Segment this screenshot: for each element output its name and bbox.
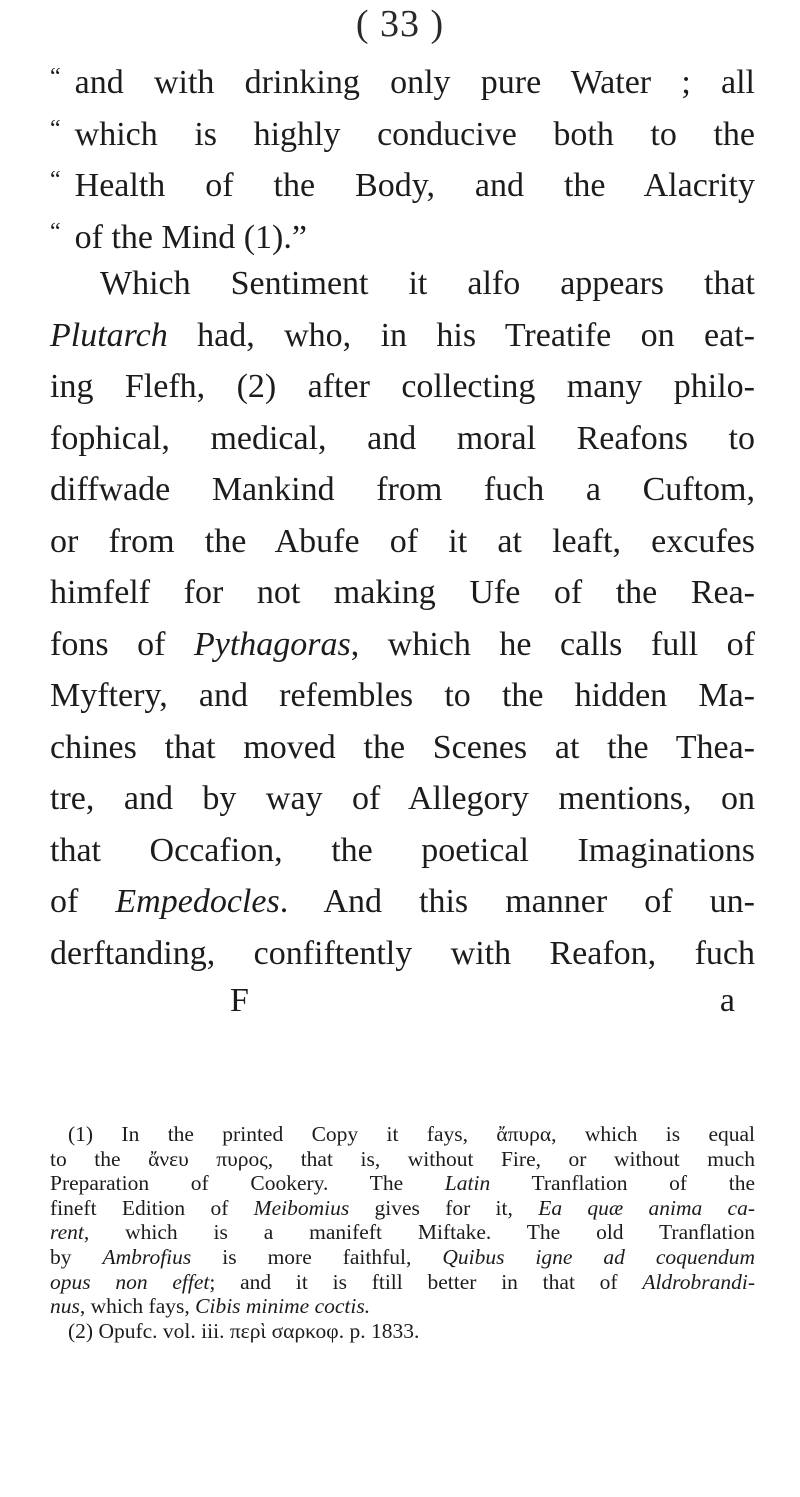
body-line: derftanding, confiftently with Reafon, fuch bbox=[50, 934, 755, 972]
quote-mark: “ bbox=[50, 167, 61, 193]
footnote-line: opus non effet; and it is ftill better in that of Aldrobrandi- bbox=[50, 1269, 756, 1294]
body-line: himfelf for not making Ufe of the Rea- bbox=[50, 574, 755, 611]
catchword-row bbox=[50, 979, 755, 1023]
footnote-line: by Ambrofius is more faithful, Quibus igne ad coquendum bbox=[50, 1244, 756, 1269]
body-line: ing Flefh, (2) after collecting many philo- bbox=[50, 368, 755, 405]
body-line: fons of Pythagoras, which he calls full of bbox=[50, 625, 755, 663]
body-line: “ of the Mind (1).” bbox=[50, 218, 307, 256]
body-line: or from the Abufe of it at leaft, excufes bbox=[50, 522, 755, 560]
body-line: fophical, medical, and moral Reafons to bbox=[50, 419, 755, 457]
footnote-line: rent, which is a manifeft Miftake. The old Tranflation bbox=[50, 1220, 755, 1245]
body-line: “ and with drinking only pure Water ; all bbox=[50, 64, 755, 101]
body-line: Myftery, and refembles to the hidden Ma- bbox=[50, 677, 755, 714]
body-line: Which Sentiment it alfo appears that bbox=[100, 265, 755, 302]
body-line: “ Health of the Body, and the Alacrity bbox=[50, 167, 755, 204]
body-line: that Occafion, the poetical Imaginations bbox=[50, 831, 755, 869]
footnote-line: Preparation of Cookery. The Latin Tranflation of the bbox=[50, 1171, 755, 1196]
quote-mark: “ bbox=[50, 115, 61, 142]
catchword: a bbox=[719, 982, 735, 1019]
footnote-line: (1) In the printed Copy it fays, ἄπυρα, which is equal bbox=[68, 1122, 755, 1146]
page-number: ( 33 ) bbox=[355, 3, 445, 45]
footnote-line: (2) Opufc. vol. iii. περὶ σαρκοφ. p. 1833. bbox=[68, 1318, 420, 1343]
body-line: of Empedocles. And this manner of un- bbox=[50, 883, 755, 920]
body-line: “ which is highly conducive both to the bbox=[50, 115, 755, 153]
italic-name: Pythagoras bbox=[193, 625, 351, 663]
italic-name: Plutarch bbox=[50, 316, 168, 354]
body-line: tre, and by way of Allegory mentions, on bbox=[50, 780, 755, 817]
body-line: Plutarch had, who, in his Treatife on eat- bbox=[50, 316, 755, 354]
body-line: diffwade Mankind from fuch a Cuftom, bbox=[50, 471, 755, 508]
footnote-line: to the ἄνευ πυρος, that is, without Fire, or without much bbox=[50, 1146, 755, 1171]
quote-mark: “ bbox=[50, 218, 61, 245]
signature-mark: F bbox=[230, 982, 249, 1019]
footnote-line: nus, which fays, Cibis minime coctis. bbox=[50, 1294, 371, 1319]
italic-name: Empedocles bbox=[115, 883, 280, 920]
quote-mark: “ bbox=[50, 64, 61, 90]
body-text bbox=[50, 52, 755, 1023]
footnote-line: fineft Edition of Meibomius gives for it, Ea quæ anima ca- bbox=[50, 1195, 755, 1220]
footnotes bbox=[50, 1122, 755, 1343]
body-line: chines that moved the Scenes at the Thea- bbox=[50, 728, 755, 766]
